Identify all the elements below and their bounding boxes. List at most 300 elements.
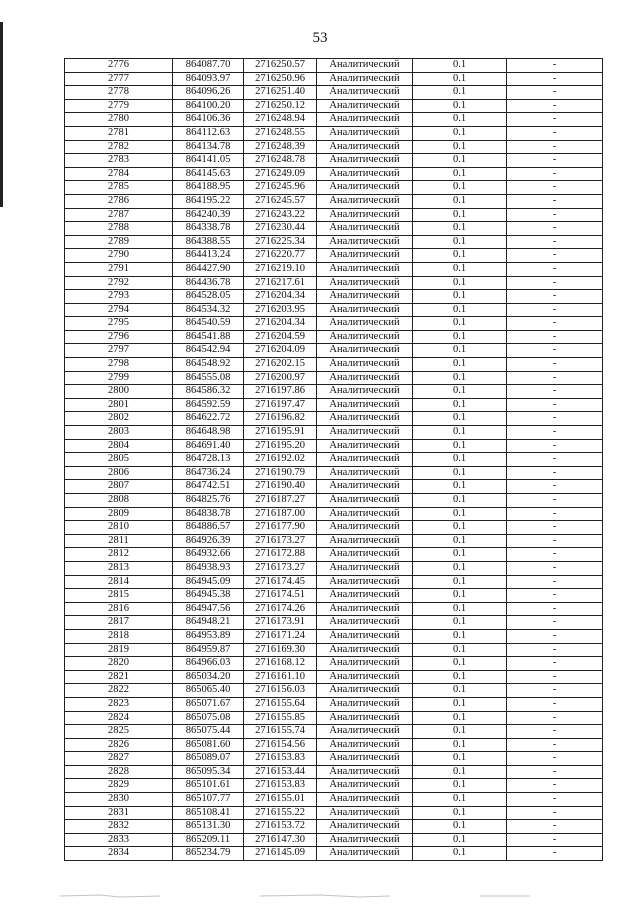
point-number-cell: 2795 [65, 317, 173, 331]
y-coordinate-cell: 2716225.34 [244, 235, 317, 249]
accuracy-cell: 0.1 [413, 561, 507, 575]
table-row [65, 507, 603, 521]
method-cell: Аналитический [317, 371, 413, 385]
y-coordinate-cell: 2716145.09 [244, 847, 317, 861]
accuracy-cell: 0.1 [413, 167, 507, 181]
x-coordinate-cell: 865209.11 [173, 833, 244, 847]
method-cell: Аналитический [317, 235, 413, 249]
x-coordinate-cell: 864541.88 [173, 330, 244, 344]
accuracy-cell: 0.1 [413, 793, 507, 807]
accuracy-cell: 0.1 [413, 154, 507, 168]
note-cell: - [507, 657, 603, 671]
x-coordinate-cell: 864534.32 [173, 303, 244, 317]
y-coordinate-cell: 2716245.57 [244, 194, 317, 208]
method-cell: Аналитический [317, 643, 413, 657]
point-number-cell: 2803 [65, 426, 173, 440]
point-number-cell: 2791 [65, 262, 173, 276]
y-coordinate-cell: 2716203.95 [244, 303, 317, 317]
accuracy-cell: 0.1 [413, 276, 507, 290]
accuracy-cell: 0.1 [413, 181, 507, 195]
accuracy-cell: 0.1 [413, 317, 507, 331]
note-cell: - [507, 126, 603, 140]
point-number-cell: 2816 [65, 602, 173, 616]
accuracy-cell: 0.1 [413, 86, 507, 100]
method-cell: Аналитический [317, 72, 413, 86]
x-coordinate-cell: 864938.93 [173, 561, 244, 575]
y-coordinate-cell: 2716248.94 [244, 113, 317, 127]
note-cell: - [507, 439, 603, 453]
table-row [65, 99, 603, 113]
point-number-cell: 2781 [65, 126, 173, 140]
method-cell: Аналитический [317, 249, 413, 263]
point-number-cell: 2802 [65, 412, 173, 426]
y-coordinate-cell: 2716174.45 [244, 575, 317, 589]
point-number-cell: 2782 [65, 140, 173, 154]
note-cell: - [507, 113, 603, 127]
method-cell: Аналитический [317, 575, 413, 589]
scan-noise-mark [60, 893, 540, 899]
table-row [65, 194, 603, 208]
y-coordinate-cell: 2716174.26 [244, 602, 317, 616]
note-cell: - [507, 820, 603, 834]
note-cell: - [507, 643, 603, 657]
x-coordinate-cell: 864134.78 [173, 140, 244, 154]
table-row [65, 290, 603, 304]
accuracy-cell: 0.1 [413, 725, 507, 739]
accuracy-cell: 0.1 [413, 371, 507, 385]
y-coordinate-cell: 2716172.88 [244, 548, 317, 562]
note-cell: - [507, 847, 603, 861]
accuracy-cell: 0.1 [413, 453, 507, 467]
note-cell: - [507, 534, 603, 548]
note-cell: - [507, 412, 603, 426]
method-cell: Аналитический [317, 99, 413, 113]
accuracy-cell: 0.1 [413, 140, 507, 154]
table-row [65, 670, 603, 684]
y-coordinate-cell: 2716153.44 [244, 765, 317, 779]
method-cell: Аналитический [317, 59, 413, 73]
table-row [65, 412, 603, 426]
x-coordinate-cell: 864141.05 [173, 154, 244, 168]
accuracy-cell: 0.1 [413, 643, 507, 657]
x-coordinate-cell: 864959.87 [173, 643, 244, 657]
x-coordinate-cell: 865081.60 [173, 738, 244, 752]
x-coordinate-cell: 864528.05 [173, 290, 244, 304]
table-row [65, 466, 603, 480]
note-cell: - [507, 670, 603, 684]
x-coordinate-cell: 864966.03 [173, 657, 244, 671]
x-coordinate-cell: 864093.97 [173, 72, 244, 86]
x-coordinate-cell: 864388.55 [173, 235, 244, 249]
x-coordinate-cell: 865075.44 [173, 725, 244, 739]
y-coordinate-cell: 2716204.34 [244, 317, 317, 331]
x-coordinate-cell: 864087.70 [173, 59, 244, 73]
y-coordinate-cell: 2716156.03 [244, 684, 317, 698]
accuracy-cell: 0.1 [413, 235, 507, 249]
table-row [65, 398, 603, 412]
x-coordinate-cell: 864555.08 [173, 371, 244, 385]
method-cell: Аналитический [317, 167, 413, 181]
method-cell: Аналитический [317, 833, 413, 847]
method-cell: Аналитический [317, 317, 413, 331]
x-coordinate-cell: 865101.61 [173, 779, 244, 793]
point-number-cell: 2828 [65, 765, 173, 779]
y-coordinate-cell: 2716220.77 [244, 249, 317, 263]
x-coordinate-cell: 865095.34 [173, 765, 244, 779]
coordinates-table [64, 58, 603, 861]
note-cell: - [507, 140, 603, 154]
x-coordinate-cell: 864096.26 [173, 86, 244, 100]
x-coordinate-cell: 864436.78 [173, 276, 244, 290]
point-number-cell: 2822 [65, 684, 173, 698]
note-cell: - [507, 344, 603, 358]
table-row [65, 113, 603, 127]
accuracy-cell: 0.1 [413, 126, 507, 140]
method-cell: Аналитический [317, 779, 413, 793]
point-number-cell: 2798 [65, 358, 173, 372]
note-cell: - [507, 290, 603, 304]
x-coordinate-cell: 864932.66 [173, 548, 244, 562]
point-number-cell: 2820 [65, 657, 173, 671]
note-cell: - [507, 697, 603, 711]
point-number-cell: 2814 [65, 575, 173, 589]
note-cell: - [507, 194, 603, 208]
point-number-cell: 2792 [65, 276, 173, 290]
method-cell: Аналитический [317, 398, 413, 412]
method-cell: Аналитический [317, 426, 413, 440]
accuracy-cell: 0.1 [413, 412, 507, 426]
x-coordinate-cell: 865234.79 [173, 847, 244, 861]
x-coordinate-cell: 864100.20 [173, 99, 244, 113]
note-cell: - [507, 276, 603, 290]
method-cell: Аналитический [317, 494, 413, 508]
note-cell: - [507, 779, 603, 793]
point-number-cell: 2806 [65, 466, 173, 480]
accuracy-cell: 0.1 [413, 222, 507, 236]
accuracy-cell: 0.1 [413, 303, 507, 317]
note-cell: - [507, 398, 603, 412]
accuracy-cell: 0.1 [413, 534, 507, 548]
y-coordinate-cell: 2716173.27 [244, 534, 317, 548]
x-coordinate-cell: 864112.63 [173, 126, 244, 140]
note-cell: - [507, 725, 603, 739]
note-cell: - [507, 602, 603, 616]
method-cell: Аналитический [317, 521, 413, 535]
table-row [65, 684, 603, 698]
table-row [65, 833, 603, 847]
accuracy-cell: 0.1 [413, 820, 507, 834]
point-number-cell: 2819 [65, 643, 173, 657]
y-coordinate-cell: 2716202.15 [244, 358, 317, 372]
point-number-cell: 2794 [65, 303, 173, 317]
table-row [65, 385, 603, 399]
point-number-cell: 2776 [65, 59, 173, 73]
y-coordinate-cell: 2716249.09 [244, 167, 317, 181]
note-cell: - [507, 167, 603, 181]
y-coordinate-cell: 2716187.27 [244, 494, 317, 508]
y-coordinate-cell: 2716245.96 [244, 181, 317, 195]
accuracy-cell: 0.1 [413, 589, 507, 603]
y-coordinate-cell: 2716204.59 [244, 330, 317, 344]
note-cell: - [507, 72, 603, 86]
note-cell: - [507, 589, 603, 603]
note-cell: - [507, 806, 603, 820]
table-row [65, 181, 603, 195]
table-row [65, 847, 603, 861]
note-cell: - [507, 765, 603, 779]
table-row [65, 697, 603, 711]
point-number-cell: 2817 [65, 616, 173, 630]
accuracy-cell: 0.1 [413, 738, 507, 752]
x-coordinate-cell: 864886.57 [173, 521, 244, 535]
method-cell: Аналитический [317, 670, 413, 684]
point-number-cell: 2800 [65, 385, 173, 399]
method-cell: Аналитический [317, 439, 413, 453]
accuracy-cell: 0.1 [413, 833, 507, 847]
table-row [65, 344, 603, 358]
point-number-cell: 2824 [65, 711, 173, 725]
method-cell: Аналитический [317, 466, 413, 480]
method-cell: Аналитический [317, 847, 413, 861]
x-coordinate-cell: 864742.51 [173, 480, 244, 494]
point-number-cell: 2826 [65, 738, 173, 752]
x-coordinate-cell: 865107.77 [173, 793, 244, 807]
table-row [65, 643, 603, 657]
table-row [65, 752, 603, 766]
method-cell: Аналитический [317, 154, 413, 168]
note-cell: - [507, 561, 603, 575]
accuracy-cell: 0.1 [413, 494, 507, 508]
accuracy-cell: 0.1 [413, 765, 507, 779]
method-cell: Аналитический [317, 385, 413, 399]
accuracy-cell: 0.1 [413, 697, 507, 711]
point-number-cell: 2793 [65, 290, 173, 304]
table-row [65, 575, 603, 589]
x-coordinate-cell: 865034.20 [173, 670, 244, 684]
x-coordinate-cell: 865075.08 [173, 711, 244, 725]
y-coordinate-cell: 2716204.34 [244, 290, 317, 304]
table-row [65, 167, 603, 181]
y-coordinate-cell: 2716173.91 [244, 616, 317, 630]
page-number: 53 [312, 30, 328, 46]
accuracy-cell: 0.1 [413, 779, 507, 793]
point-number-cell: 2825 [65, 725, 173, 739]
method-cell: Аналитический [317, 181, 413, 195]
y-coordinate-cell: 2716154.56 [244, 738, 317, 752]
accuracy-cell: 0.1 [413, 113, 507, 127]
table-row [65, 426, 603, 440]
method-cell: Аналитический [317, 589, 413, 603]
accuracy-cell: 0.1 [413, 657, 507, 671]
y-coordinate-cell: 2716177.90 [244, 521, 317, 535]
y-coordinate-cell: 2716251.40 [244, 86, 317, 100]
table-row [65, 548, 603, 562]
table-row [65, 330, 603, 344]
point-number-cell: 2808 [65, 494, 173, 508]
table-row [65, 358, 603, 372]
note-cell: - [507, 616, 603, 630]
y-coordinate-cell: 2716173.27 [244, 561, 317, 575]
table-row [65, 793, 603, 807]
method-cell: Аналитический [317, 113, 413, 127]
note-cell: - [507, 330, 603, 344]
point-number-cell: 2799 [65, 371, 173, 385]
method-cell: Аналитический [317, 806, 413, 820]
accuracy-cell: 0.1 [413, 290, 507, 304]
accuracy-cell: 0.1 [413, 711, 507, 725]
method-cell: Аналитический [317, 657, 413, 671]
scan-margin-mark [0, 22, 3, 207]
note-cell: - [507, 684, 603, 698]
y-coordinate-cell: 2716161.10 [244, 670, 317, 684]
table-row [65, 140, 603, 154]
point-number-cell: 2830 [65, 793, 173, 807]
note-cell: - [507, 208, 603, 222]
y-coordinate-cell: 2716219.10 [244, 262, 317, 276]
y-coordinate-cell: 2716204.09 [244, 344, 317, 358]
accuracy-cell: 0.1 [413, 670, 507, 684]
table-row [65, 208, 603, 222]
accuracy-cell: 0.1 [413, 684, 507, 698]
y-coordinate-cell: 2716155.85 [244, 711, 317, 725]
method-cell: Аналитический [317, 303, 413, 317]
accuracy-cell: 0.1 [413, 398, 507, 412]
table-body [65, 59, 603, 861]
y-coordinate-cell: 2716147.30 [244, 833, 317, 847]
table-row [65, 521, 603, 535]
method-cell: Аналитический [317, 208, 413, 222]
accuracy-cell: 0.1 [413, 847, 507, 861]
method-cell: Аналитический [317, 344, 413, 358]
point-number-cell: 2779 [65, 99, 173, 113]
point-number-cell: 2831 [65, 806, 173, 820]
x-coordinate-cell: 864413.24 [173, 249, 244, 263]
table-row [65, 276, 603, 290]
x-coordinate-cell: 864586.32 [173, 385, 244, 399]
note-cell: - [507, 793, 603, 807]
accuracy-cell: 0.1 [413, 480, 507, 494]
note-cell: - [507, 154, 603, 168]
x-coordinate-cell: 864622.72 [173, 412, 244, 426]
table-row [65, 494, 603, 508]
y-coordinate-cell: 2716169.30 [244, 643, 317, 657]
y-coordinate-cell: 2716248.55 [244, 126, 317, 140]
method-cell: Аналитический [317, 534, 413, 548]
note-cell: - [507, 738, 603, 752]
y-coordinate-cell: 2716243.22 [244, 208, 317, 222]
x-coordinate-cell: 864838.78 [173, 507, 244, 521]
x-coordinate-cell: 864953.89 [173, 629, 244, 643]
point-number-cell: 2832 [65, 820, 173, 834]
point-number-cell: 2809 [65, 507, 173, 521]
table-row [65, 806, 603, 820]
method-cell: Аналитический [317, 793, 413, 807]
accuracy-cell: 0.1 [413, 602, 507, 616]
x-coordinate-cell: 864195.22 [173, 194, 244, 208]
method-cell: Аналитический [317, 507, 413, 521]
y-coordinate-cell: 2716197.86 [244, 385, 317, 399]
table-row [65, 779, 603, 793]
x-coordinate-cell: 865131.30 [173, 820, 244, 834]
y-coordinate-cell: 2716155.74 [244, 725, 317, 739]
table-row [65, 371, 603, 385]
note-cell: - [507, 548, 603, 562]
x-coordinate-cell: 864338.78 [173, 222, 244, 236]
table-row [65, 602, 603, 616]
y-coordinate-cell: 2716248.39 [244, 140, 317, 154]
table-row [65, 657, 603, 671]
method-cell: Аналитический [317, 616, 413, 630]
accuracy-cell: 0.1 [413, 629, 507, 643]
table-row [65, 222, 603, 236]
point-number-cell: 2784 [65, 167, 173, 181]
table-row [65, 765, 603, 779]
point-number-cell: 2778 [65, 86, 173, 100]
y-coordinate-cell: 2716155.64 [244, 697, 317, 711]
accuracy-cell: 0.1 [413, 99, 507, 113]
accuracy-cell: 0.1 [413, 262, 507, 276]
table-row [65, 439, 603, 453]
accuracy-cell: 0.1 [413, 466, 507, 480]
table-row [65, 262, 603, 276]
method-cell: Аналитический [317, 290, 413, 304]
x-coordinate-cell: 864825.76 [173, 494, 244, 508]
point-number-cell: 2813 [65, 561, 173, 575]
method-cell: Аналитический [317, 697, 413, 711]
x-coordinate-cell: 865108.41 [173, 806, 244, 820]
note-cell: - [507, 59, 603, 73]
table-row [65, 534, 603, 548]
x-coordinate-cell: 864948.21 [173, 616, 244, 630]
x-coordinate-cell: 864945.09 [173, 575, 244, 589]
accuracy-cell: 0.1 [413, 385, 507, 399]
accuracy-cell: 0.1 [413, 521, 507, 535]
method-cell: Аналитический [317, 86, 413, 100]
table-row [65, 235, 603, 249]
accuracy-cell: 0.1 [413, 806, 507, 820]
table-row [65, 629, 603, 643]
y-coordinate-cell: 2716155.22 [244, 806, 317, 820]
point-number-cell: 2807 [65, 480, 173, 494]
accuracy-cell: 0.1 [413, 194, 507, 208]
point-number-cell: 2786 [65, 194, 173, 208]
point-number-cell: 2815 [65, 589, 173, 603]
table-row [65, 820, 603, 834]
y-coordinate-cell: 2716153.83 [244, 752, 317, 766]
note-cell: - [507, 466, 603, 480]
method-cell: Аналитический [317, 725, 413, 739]
method-cell: Аналитический [317, 358, 413, 372]
point-number-cell: 2801 [65, 398, 173, 412]
accuracy-cell: 0.1 [413, 507, 507, 521]
table-row [65, 725, 603, 739]
point-number-cell: 2823 [65, 697, 173, 711]
x-coordinate-cell: 865065.40 [173, 684, 244, 698]
method-cell: Аналитический [317, 453, 413, 467]
point-number-cell: 2780 [65, 113, 173, 127]
x-coordinate-cell: 864648.98 [173, 426, 244, 440]
note-cell: - [507, 222, 603, 236]
method-cell: Аналитический [317, 820, 413, 834]
point-number-cell: 2834 [65, 847, 173, 861]
accuracy-cell: 0.1 [413, 575, 507, 589]
note-cell: - [507, 453, 603, 467]
table-row [65, 59, 603, 73]
accuracy-cell: 0.1 [413, 439, 507, 453]
point-number-cell: 2811 [65, 534, 173, 548]
point-number-cell: 2821 [65, 670, 173, 684]
y-coordinate-cell: 2716187.00 [244, 507, 317, 521]
